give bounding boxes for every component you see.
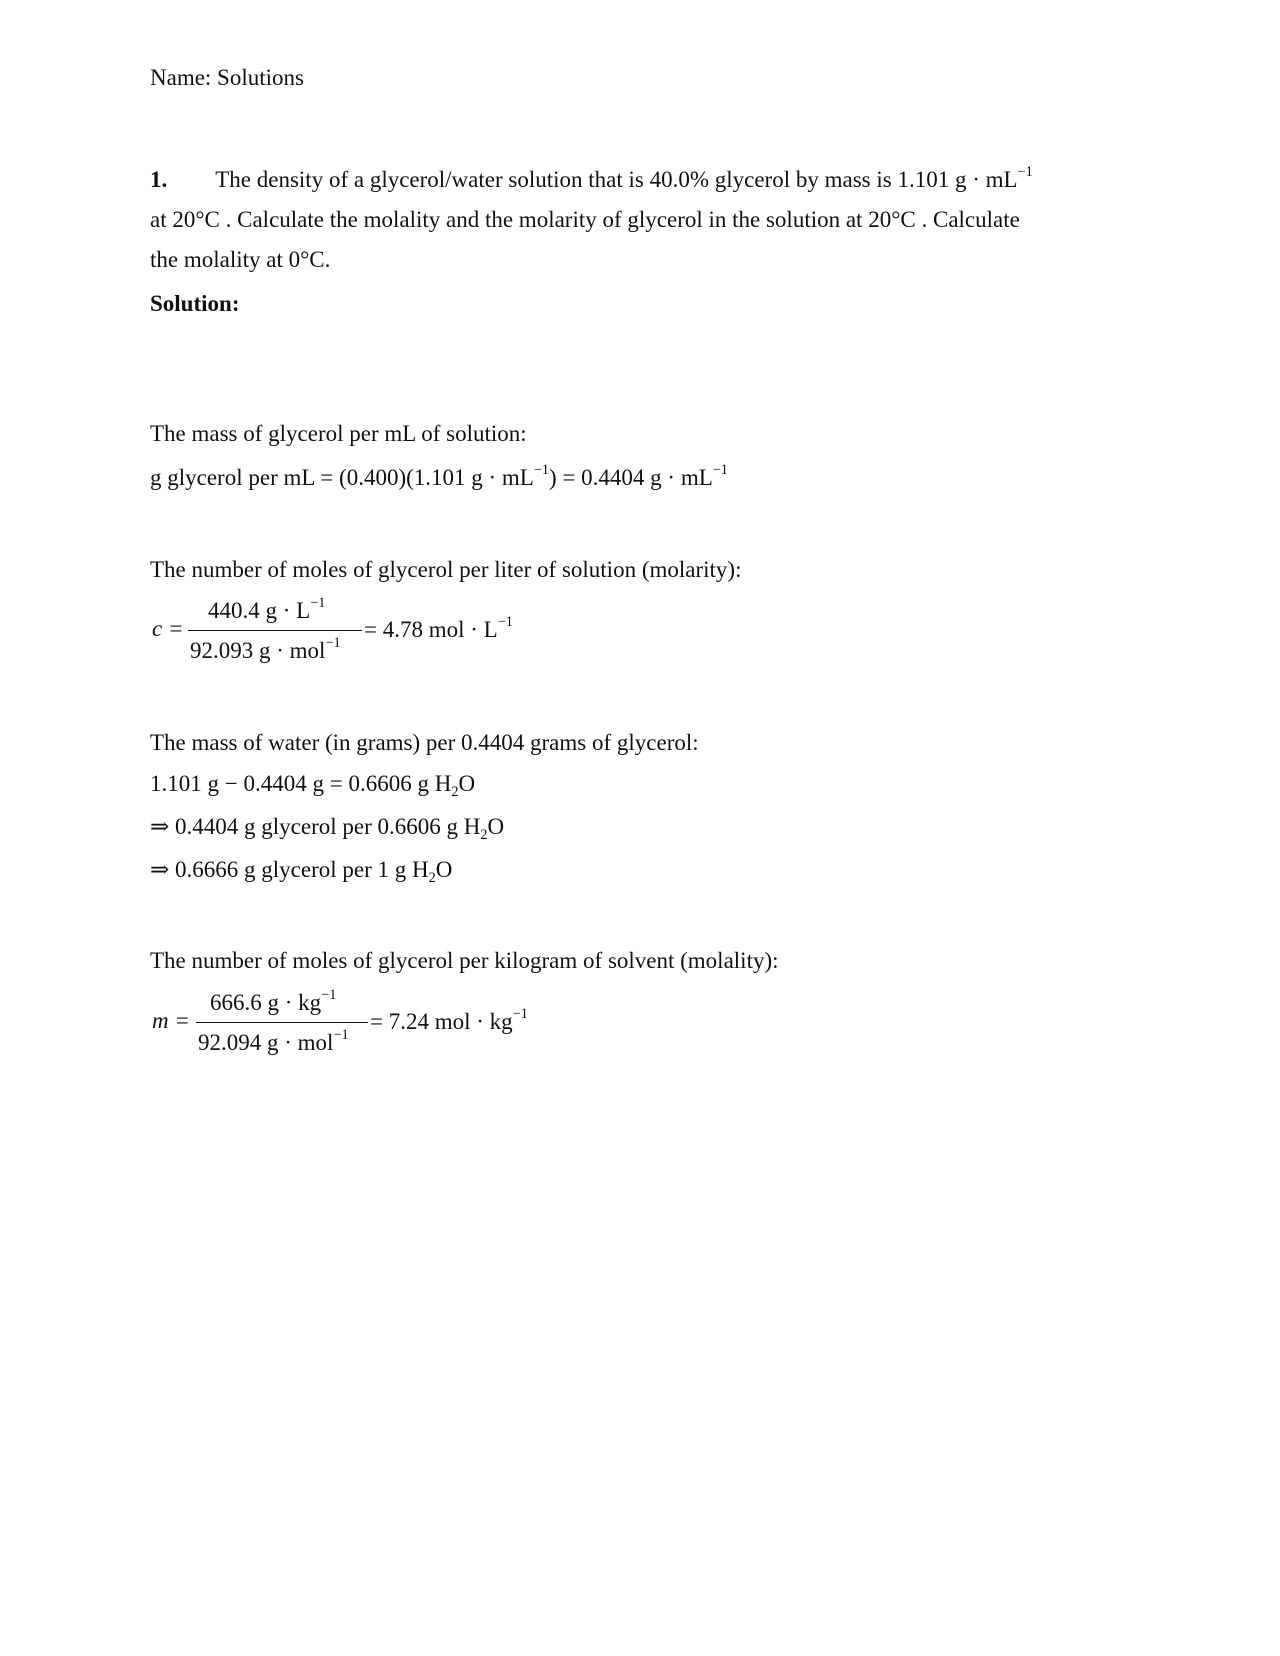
molarity-heading (150, 558, 741, 581)
problem-line-1 (150, 164, 1033, 192)
molarity-heading-text: The number of moles of glycerol per liter of solution (molarity): (150, 557, 742, 582)
solution-label (150, 292, 239, 315)
problem-text-3: the molality at 0°C. (150, 247, 331, 272)
molality-result: = 7.24 mol · $kg^{-1}$ (370, 1006, 528, 1034)
water-line-2: ⇒ 0.4404 g glycerol per 0.6606 g $H_2O$ (150, 814, 505, 843)
water-heading-text: The mass of water (in grams) per 0.4404 grams of glycerol: (150, 730, 699, 755)
name-line (150, 66, 304, 89)
water-line-1: 1.101 g − 0.4404 g = 0.6606 g $H_2O$ (150, 771, 476, 800)
molarity-numerator: 440.4 $g \cdot L^{-1}$ (208, 595, 326, 623)
molality-denominator: 92.094 g · mol$^{-1}$ (198, 1027, 349, 1055)
molarity-fraction-bar (188, 630, 362, 631)
problem-line-2 (150, 208, 1020, 231)
mass-eq-sup2: −1 (712, 462, 728, 479)
molality-heading (150, 949, 779, 972)
molarity-lhs: c = (152, 616, 184, 641)
molality-numerator: 666.6 $g \cdot kg^{-1}$ (210, 987, 337, 1015)
mass-eq-sup1: −1 (533, 462, 550, 479)
molality-fraction-bar (196, 1022, 368, 1023)
mass-equation (150, 462, 728, 490)
problem-text-1-sup: −1 (1017, 164, 1033, 181)
problem-text-2: at 20°C . Calculate the molality and the molarity of glycerol in the solution at 20°C . Calculate (150, 207, 1020, 232)
molarity-result: = 4.78 mol · $L^{-1}$ (364, 614, 513, 642)
mass-heading (150, 422, 527, 445)
mass-heading-text: The mass of glycerol per mL of solution: (150, 421, 527, 446)
molality-lhs: m = (152, 1008, 190, 1033)
molarity-denominator: 92.093 g · mol$^{-1}$ (190, 635, 341, 663)
solution-label-text: Solution: (150, 291, 240, 316)
water-heading (150, 731, 699, 754)
problem-line-3 (150, 248, 330, 271)
mass-eq-a: g glycerol per mL = (0.400)(1.101 g · mL (150, 465, 534, 490)
molality-heading-text: The number of moles of glycerol per kilogram of solvent (molality): (150, 948, 779, 973)
molarity-equation (150, 590, 550, 670)
water-line-3: ⇒ 0.6666 g glycerol per 1 g $H_2O$ (150, 857, 453, 886)
problem-number: 1. (150, 167, 168, 192)
molality-equation (150, 982, 550, 1062)
name-label: Name: Solutions (150, 65, 304, 90)
problem-text-1: The density of a glycerol/water solution that is 40.0% glycerol by mass is 1.101 g · mL (215, 167, 1018, 192)
mass-eq-b: ) = 0.4404 g · mL (549, 465, 713, 490)
